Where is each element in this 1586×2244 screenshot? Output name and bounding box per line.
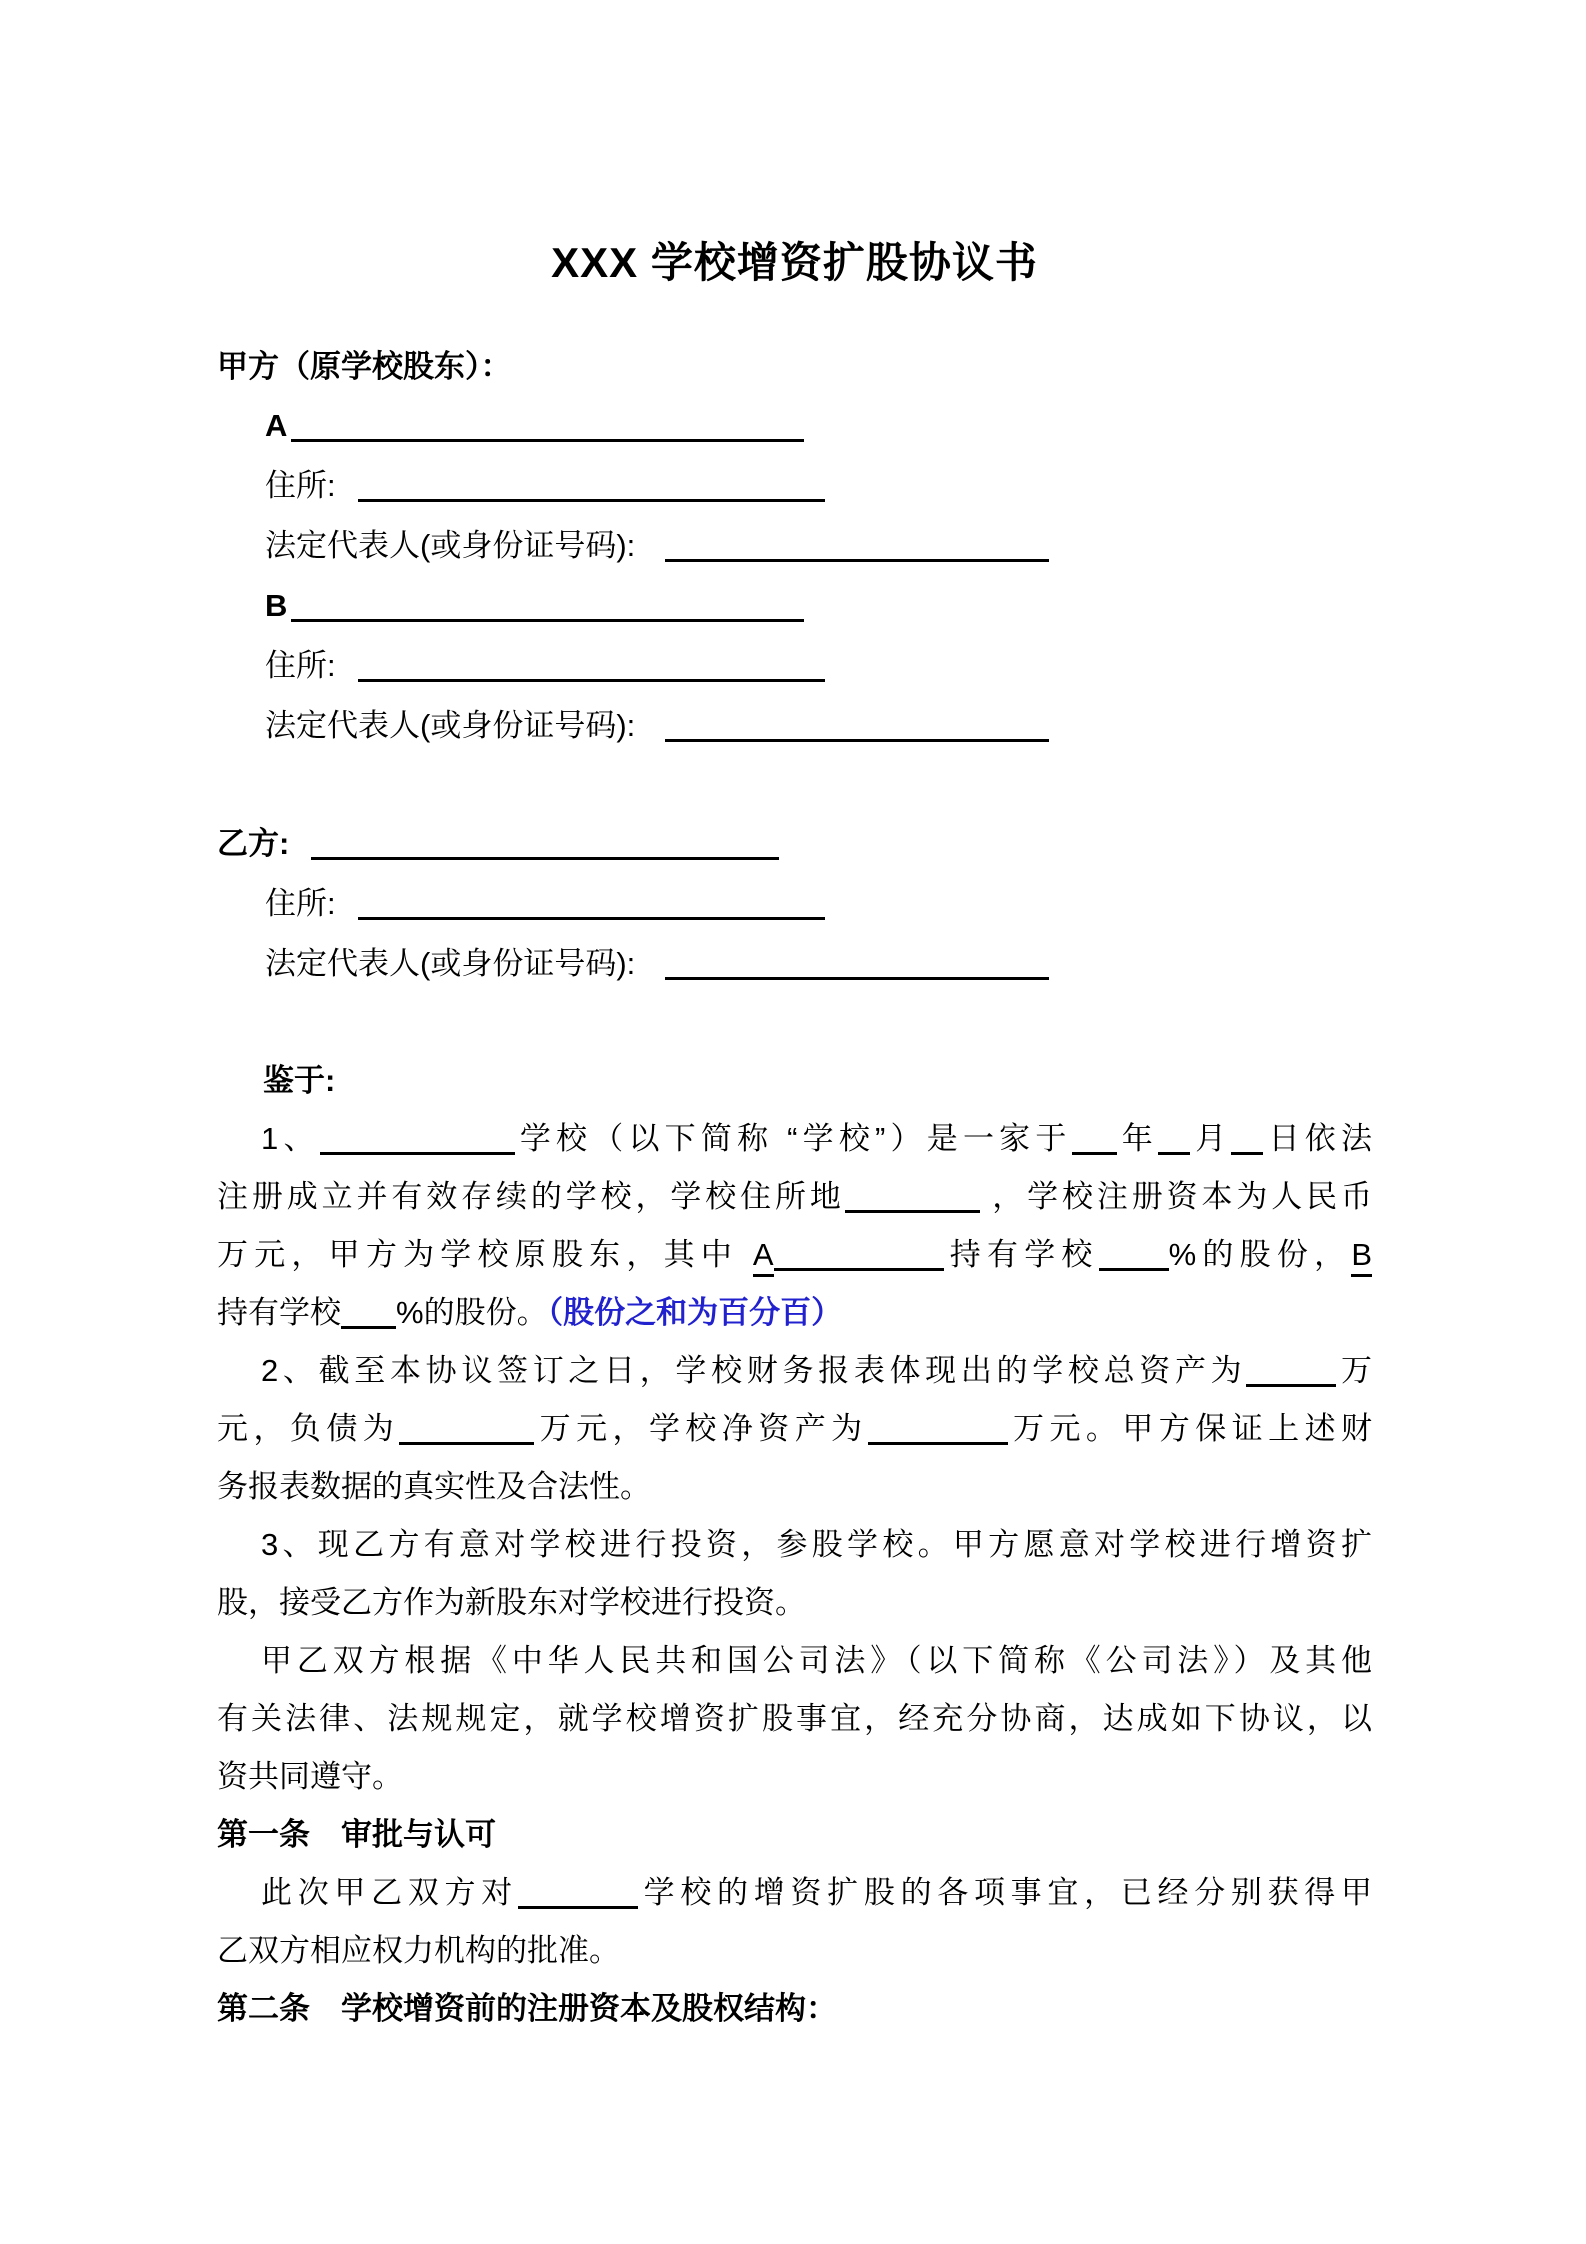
- article-2-heading: 第二条 学校增资前的注册资本及股权结构：: [217, 1991, 837, 2026]
- whereas-item-2-line: [217, 1458, 1372, 1516]
- blank-underline-field: [1158, 1129, 1190, 1155]
- whereas-item-3: [217, 1516, 1372, 1632]
- whereas-item-1-line: [217, 1226, 1372, 1284]
- body-text: 资共同遵守。: [217, 1759, 403, 1794]
- party-a-shareholder-a-address-label: 住所:: [265, 468, 336, 503]
- party-a-shareholder-a-representative-label: 法定代表人(或身份证号码):: [265, 528, 636, 563]
- body-text: %的股份，: [1168, 1237, 1352, 1272]
- party-a-shareholder-b-label: B: [265, 588, 288, 623]
- body-text: 股，接受乙方作为新股东对学校进行投资。: [217, 1585, 806, 1620]
- article-1-paragraph-line: [217, 1922, 1372, 1980]
- blank-underline-field: [868, 1419, 1008, 1445]
- party-a-shareholder-b: [217, 576, 1372, 636]
- party-b: [217, 814, 1372, 874]
- party-a-shareholder-a-representative-blank-field: [665, 536, 1049, 562]
- body-text: 学校的增资扩股的各项事宜，已经分别获得甲: [637, 1875, 1373, 1910]
- recital-paragraph-line: [217, 1748, 1372, 1806]
- whereas-item-1-line: [217, 1110, 1372, 1168]
- body-text: 有关法律、法规规定，就学校增资扩股事宜，经充分协商，达成如下协议，以: [217, 1701, 1372, 1736]
- body-text: 元，负债为: [217, 1411, 400, 1446]
- blank-underline-field: [1099, 1245, 1169, 1271]
- body-text: B: [1351, 1237, 1372, 1277]
- blank-underline-field: [399, 1419, 534, 1445]
- party-a-shareholder-b-address-label: 住所:: [265, 648, 336, 683]
- body-text: 日依法: [1263, 1121, 1372, 1156]
- blank-underline-field: [1246, 1361, 1336, 1387]
- party-a-shareholder-a-label: A: [265, 408, 288, 443]
- body-text: 月: [1189, 1121, 1232, 1156]
- party-b-blank-field: [311, 834, 779, 860]
- body-text: ，学校注册资本为人民币: [979, 1179, 1372, 1214]
- body-text: 学校（以下简称 “学校”）是一家于: [514, 1121, 1072, 1156]
- recital-paragraph-line: [217, 1632, 1372, 1690]
- body-text: 万: [1336, 1353, 1372, 1388]
- party-b-address: [217, 874, 1372, 934]
- body-text: 万元，学校净资产为: [534, 1411, 868, 1446]
- party-a-shareholder-a: [217, 396, 1372, 456]
- body-text: 2、截至本协议签订之日，学校财务报表体现出的学校总资产为: [261, 1353, 1247, 1388]
- blank-underline-field: [518, 1883, 638, 1909]
- party-b-label: 乙方:: [217, 826, 290, 861]
- whereas-item-2: [217, 1342, 1372, 1516]
- party-a-shareholder-a-blank-field: [291, 416, 804, 442]
- party-a-shareholder-b-address-blank-field: [358, 656, 825, 682]
- whereas-item-1-line: [217, 1284, 1372, 1342]
- party-b-address-label: 住所:: [265, 886, 336, 921]
- party-a-shareholder-b-blank-field: [291, 596, 804, 622]
- party-a-shareholder-b-representative-label: 法定代表人(或身份证号码):: [265, 708, 636, 743]
- party-a-shareholder-b-address: [217, 636, 1372, 696]
- party-a-shareholder-b-representative-blank-field: [665, 716, 1049, 742]
- recital-paragraph: [217, 1632, 1372, 1806]
- blank-underline-field: [845, 1187, 980, 1213]
- spacer: [217, 994, 1372, 1052]
- body-text: 持有学校: [217, 1295, 341, 1330]
- body-text: 年: [1116, 1121, 1158, 1156]
- party-a-shareholder-a-representative: [217, 516, 1372, 576]
- whereas-item-1-line: [217, 1168, 1372, 1226]
- document-body: [217, 338, 1372, 2038]
- party-b-representative-blank-field: [665, 954, 1049, 980]
- party-a-heading: 甲方（原学校股东）：: [217, 349, 512, 384]
- whereas-item-3-line: [217, 1516, 1372, 1574]
- party-b-representative: [217, 934, 1372, 994]
- party-a-shareholder-a-address-blank-field: [358, 476, 825, 502]
- body-text: 1、: [261, 1121, 320, 1156]
- whereas-item-1: [217, 1110, 1372, 1342]
- whereas-item-3-line: [217, 1574, 1372, 1632]
- spacer: [217, 756, 1372, 814]
- article-1-heading: 第一条 审批与认可: [217, 1817, 496, 1852]
- body-text: 注册成立并有效存续的学校，学校住所地: [217, 1179, 845, 1214]
- blank-underline-field: [341, 1303, 396, 1329]
- body-text: 务报表数据的真实性及合法性。: [217, 1469, 651, 1504]
- document-title: XXX 学校增资扩股协议书: [551, 239, 1038, 286]
- body-text: A: [753, 1237, 774, 1277]
- body-text: 甲乙双方根据《中华人民共和国公司法》（以下简称《公司法》）及其他: [261, 1643, 1372, 1678]
- whereas-item-2-line: [217, 1342, 1372, 1400]
- blank-underline-field: [1231, 1129, 1263, 1155]
- body-text: 持有学校: [943, 1237, 1099, 1272]
- body-text: 3、现乙方有意对学校进行投资，参股学校。甲方愿意对学校进行增资扩: [261, 1527, 1372, 1562]
- recital-paragraph-line: [217, 1690, 1372, 1748]
- party-a-shareholder-a-address: [217, 456, 1372, 516]
- blank-underline-field: [774, 1245, 944, 1271]
- note-text: （股份之和为百分百）: [547, 1295, 843, 1330]
- party-b-representative-label: 法定代表人(或身份证号码):: [265, 946, 636, 981]
- document-page: [217, 236, 1372, 2038]
- body-text: 万元。甲方保证上述财: [1007, 1411, 1373, 1446]
- article-1-paragraph: [217, 1864, 1372, 1980]
- body-text: 此次甲乙双方对: [261, 1875, 518, 1910]
- party-b-address-blank-field: [358, 894, 825, 920]
- party-a-shareholder-b-representative: [217, 696, 1372, 756]
- whereas-item-2-line: [217, 1400, 1372, 1458]
- blank-underline-field: [320, 1129, 515, 1155]
- body-text: %的股份。: [396, 1295, 548, 1330]
- body-text: 乙双方相应权力机构的批准。: [217, 1933, 620, 1968]
- whereas-heading: 鉴于:: [263, 1063, 336, 1098]
- body-text: 万元，甲方为学校原股东，其中: [217, 1237, 753, 1272]
- article-1-paragraph-line: [217, 1864, 1372, 1922]
- blank-underline-field: [1072, 1129, 1117, 1155]
